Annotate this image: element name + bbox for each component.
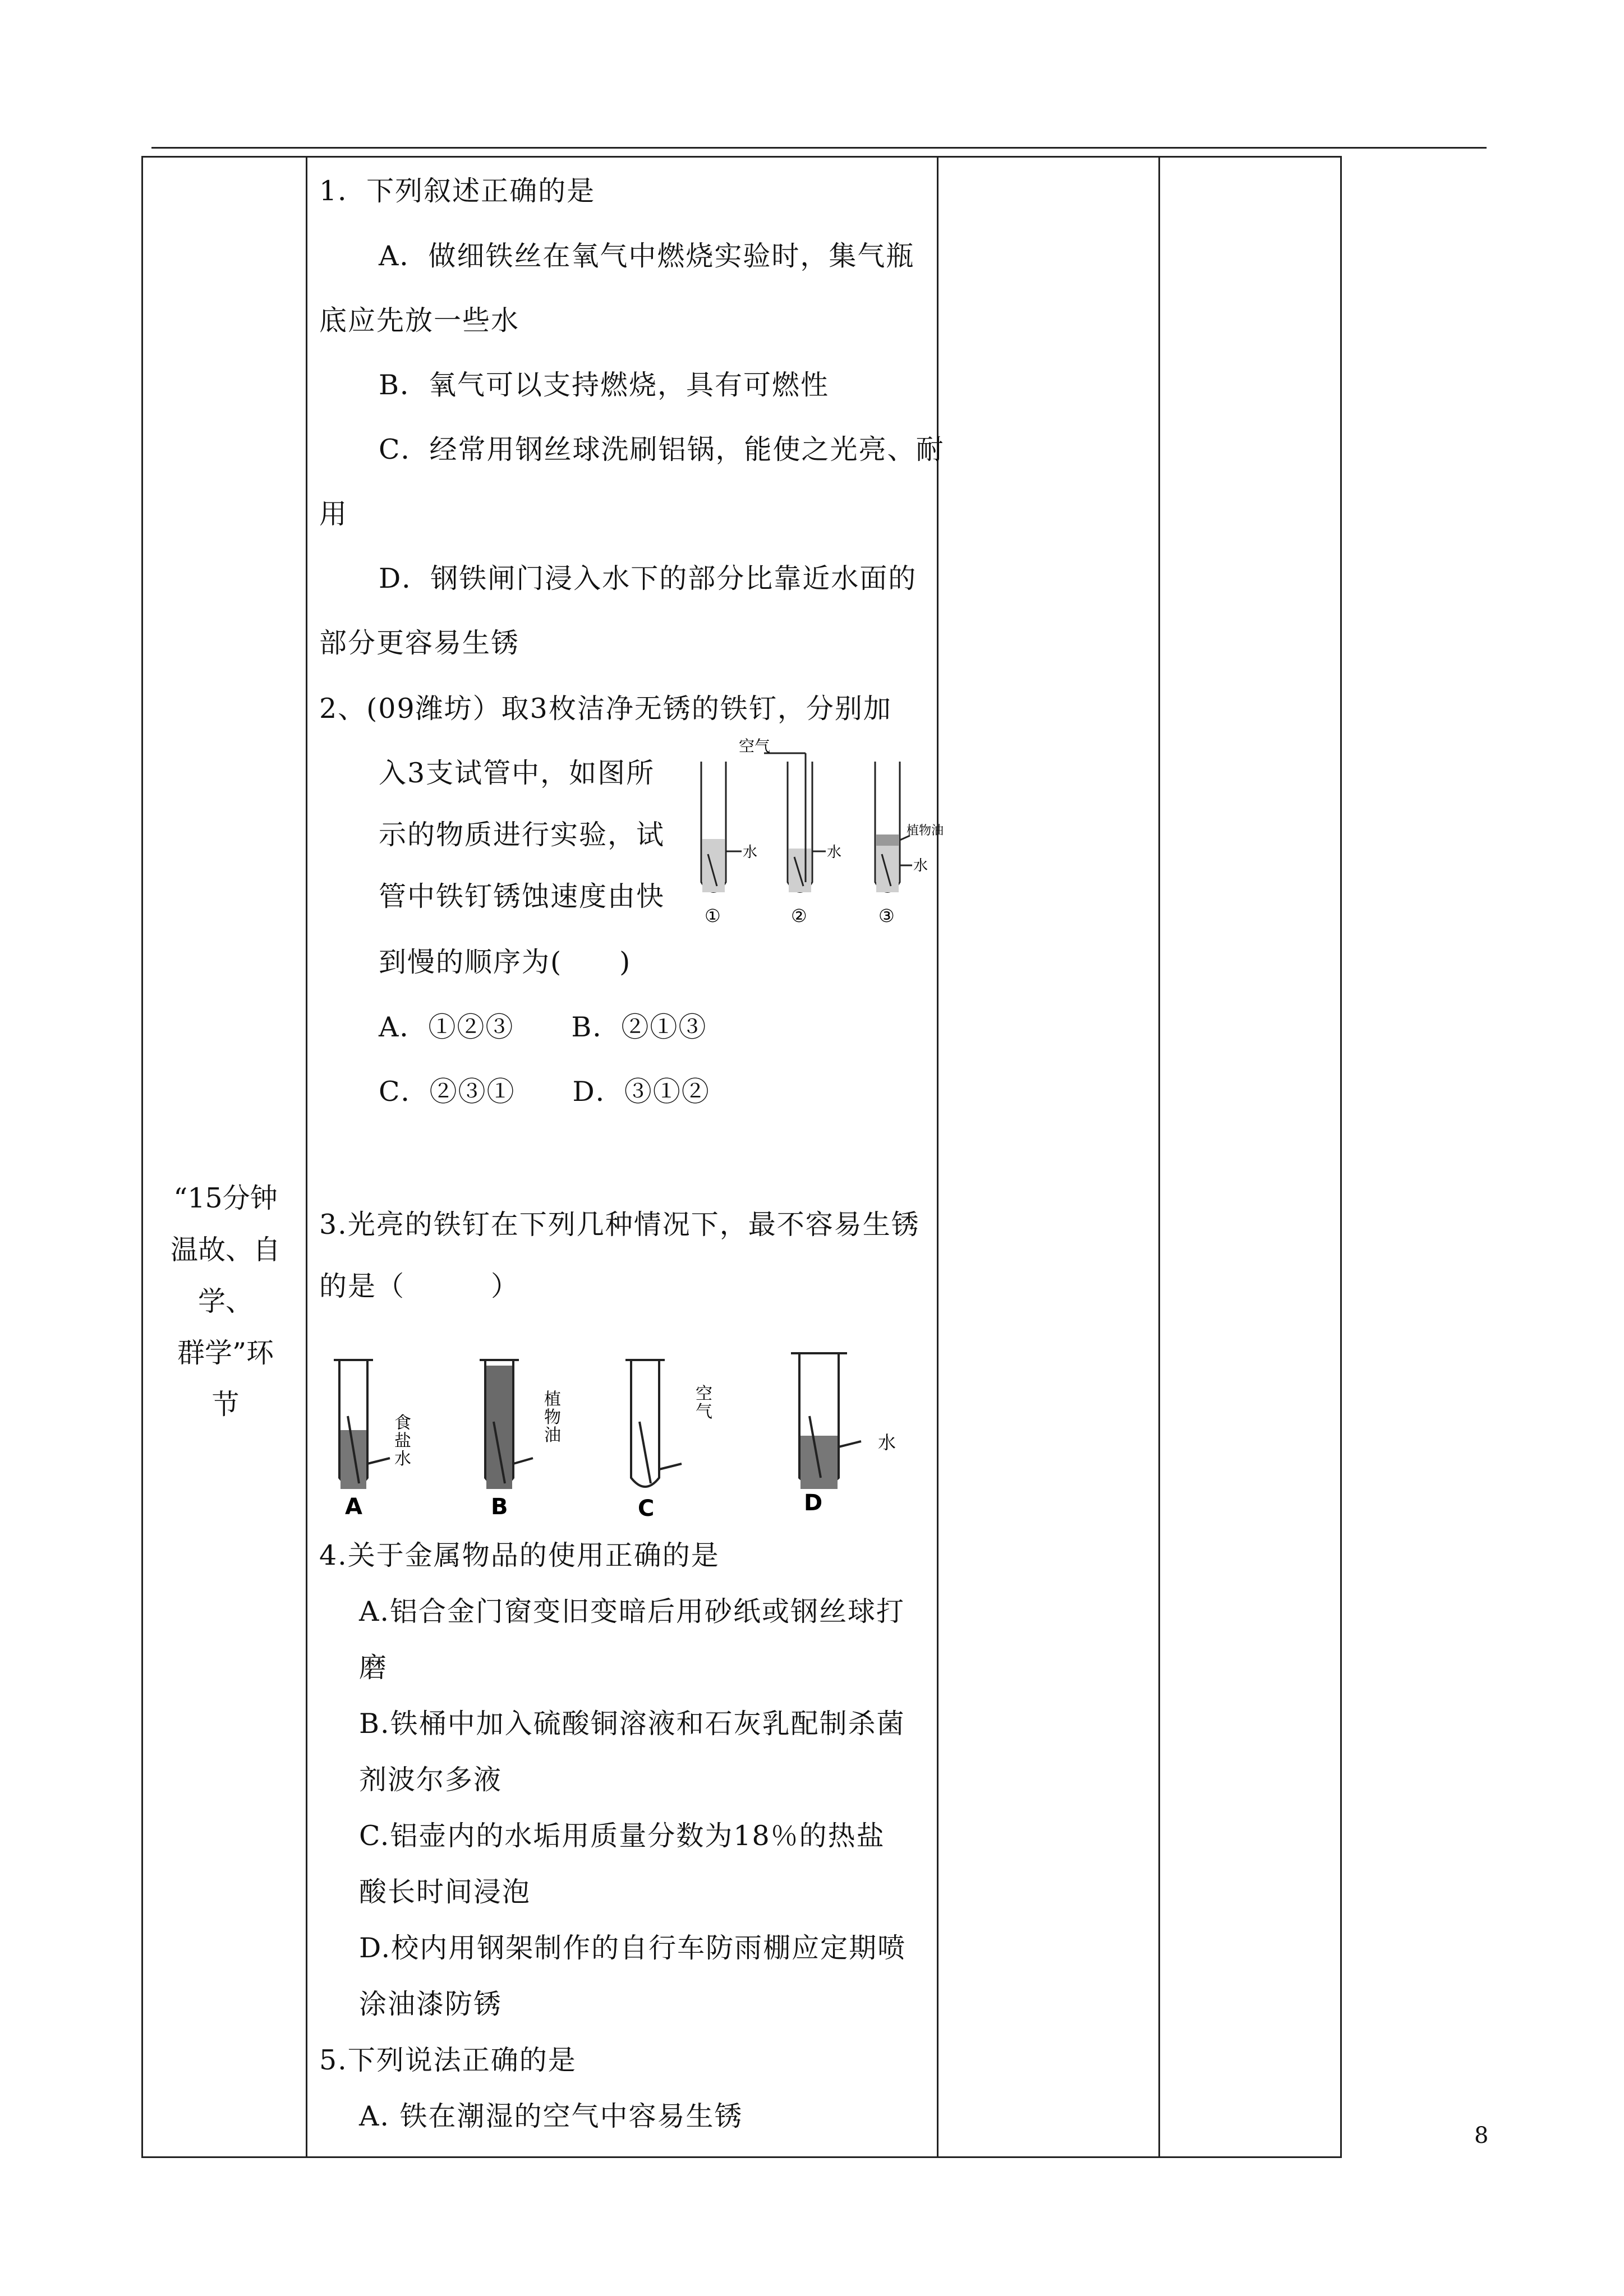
q1-stem: 1．下列叙述正确的是 bbox=[319, 175, 596, 207]
q5-option-a: A. 铁在潮湿的空气中容易生锈 bbox=[359, 2100, 743, 2132]
q2-stem-cont: 入3支试管中，如图所 bbox=[379, 757, 655, 789]
q2-options-ab: A．①②③ B．②①③ bbox=[379, 1011, 707, 1043]
section-label-line: 节 bbox=[211, 1389, 240, 1421]
q2-fig-oil-label: 植物油 bbox=[907, 824, 944, 838]
q3-test-tube-figure bbox=[323, 1349, 917, 1520]
q5-stem: 5.下列说法正确的是 bbox=[319, 2044, 577, 2076]
q1-option-d: D．钢铁闸门浸入水下的部分比靠近水面的 bbox=[379, 563, 917, 594]
q2-stem-cont: 管中铁钉锈蚀速度由快 bbox=[379, 880, 665, 912]
q1-option-c-cont: 用 bbox=[319, 498, 348, 530]
q4-option-b: B.铁桶中加入硫酸铜溶液和石灰乳配制杀菌 bbox=[359, 1708, 905, 1740]
q4-option-b-cont: 剂波尔多液 bbox=[359, 1764, 503, 1796]
q4-option-a-cont: 磨 bbox=[359, 1652, 388, 1684]
section-label-line: 群学”环 bbox=[177, 1337, 274, 1369]
q3-tube-b-label: 油 bbox=[544, 1426, 561, 1445]
q2-fig-num: ① bbox=[705, 905, 721, 926]
q3-tube-a-label: 食 bbox=[394, 1413, 411, 1433]
column-divider bbox=[306, 158, 307, 2156]
q2-fig-water-label: 水 bbox=[827, 844, 842, 861]
q4-option-c-cont: 酸长时间浸泡 bbox=[359, 1876, 531, 1908]
q2-fig-air-label: 空气 bbox=[739, 737, 771, 755]
q3-tube-d-letter: D bbox=[804, 1490, 823, 1516]
q4-option-d: D.校内用钢架制作的自行车防雨棚应定期喷 bbox=[359, 1932, 907, 1964]
q3-tube-b-letter: B bbox=[491, 1494, 508, 1520]
q1-option-d-cont: 部分更容易生锈 bbox=[319, 627, 520, 659]
q2-stem: 2、(09潍坊）取3枚洁净无锈的铁钉，分别加 bbox=[319, 693, 892, 725]
q2-fig-water-label: 水 bbox=[913, 857, 928, 874]
q2-test-tube-figure bbox=[686, 737, 944, 930]
q3-tube-a-label: 盐 bbox=[394, 1431, 411, 1451]
q1-option-c: C．经常用钢丝球洗刷铝锅，能使之光亮、耐 bbox=[379, 434, 945, 465]
column-divider bbox=[1158, 158, 1160, 2156]
q1-option-a: A．做细铁丝在氧气中燃烧实验时，集气瓶 bbox=[379, 240, 915, 272]
header-rule bbox=[151, 147, 1487, 149]
q2-options-cd: C．②③① D．③①② bbox=[379, 1076, 710, 1108]
section-label-line: “15分钟 bbox=[173, 1182, 278, 1214]
q4-option-a: A.铝合金门窗变旧变暗后用砂纸或钢丝球打 bbox=[359, 1596, 905, 1628]
q3-stem: 3.光亮的铁钉在下列几种情况下，最不容易生锈 bbox=[319, 1209, 920, 1241]
q3-tube-a-label: 水 bbox=[394, 1449, 411, 1469]
q3-tube-c-label: 空 bbox=[696, 1384, 712, 1404]
q3-tube-d-label: 水 bbox=[878, 1432, 896, 1453]
q4-stem: 4.关于金属物品的使用正确的是 bbox=[319, 1539, 720, 1571]
q3-tube-a-letter: A bbox=[345, 1494, 362, 1520]
q3-tube-c-letter: C bbox=[638, 1496, 655, 1522]
q2-stem-cont: 示的物质进行实验，试 bbox=[379, 819, 665, 851]
q3-tube-b-label: 物 bbox=[544, 1408, 561, 1427]
q3-stem-cont: 的是（ ） bbox=[319, 1270, 520, 1302]
q4-option-c: C.铝壶内的水垢用质量分数为18％的热盐 bbox=[359, 1820, 885, 1852]
q2-fig-water-label: 水 bbox=[743, 844, 758, 861]
q2-fig-num: ② bbox=[791, 905, 807, 926]
q3-tube-c-label: 气 bbox=[696, 1402, 712, 1422]
section-label-line: 温故、自学、 bbox=[170, 1234, 280, 1317]
q2-fig-num: ③ bbox=[878, 905, 895, 926]
q4-option-d-cont: 涂油漆防锈 bbox=[359, 1988, 503, 2020]
q3-tube-b-label: 植 bbox=[544, 1390, 561, 1409]
page-number: 8 bbox=[1474, 2123, 1489, 2149]
q1-option-a-cont: 底应先放一些水 bbox=[319, 305, 520, 336]
section-label bbox=[155, 1173, 296, 1431]
q1-option-b: B．氧气可以支持燃烧，具有可燃性 bbox=[379, 369, 830, 401]
q2-stem-cont: 到慢的顺序为( ) bbox=[379, 946, 632, 978]
